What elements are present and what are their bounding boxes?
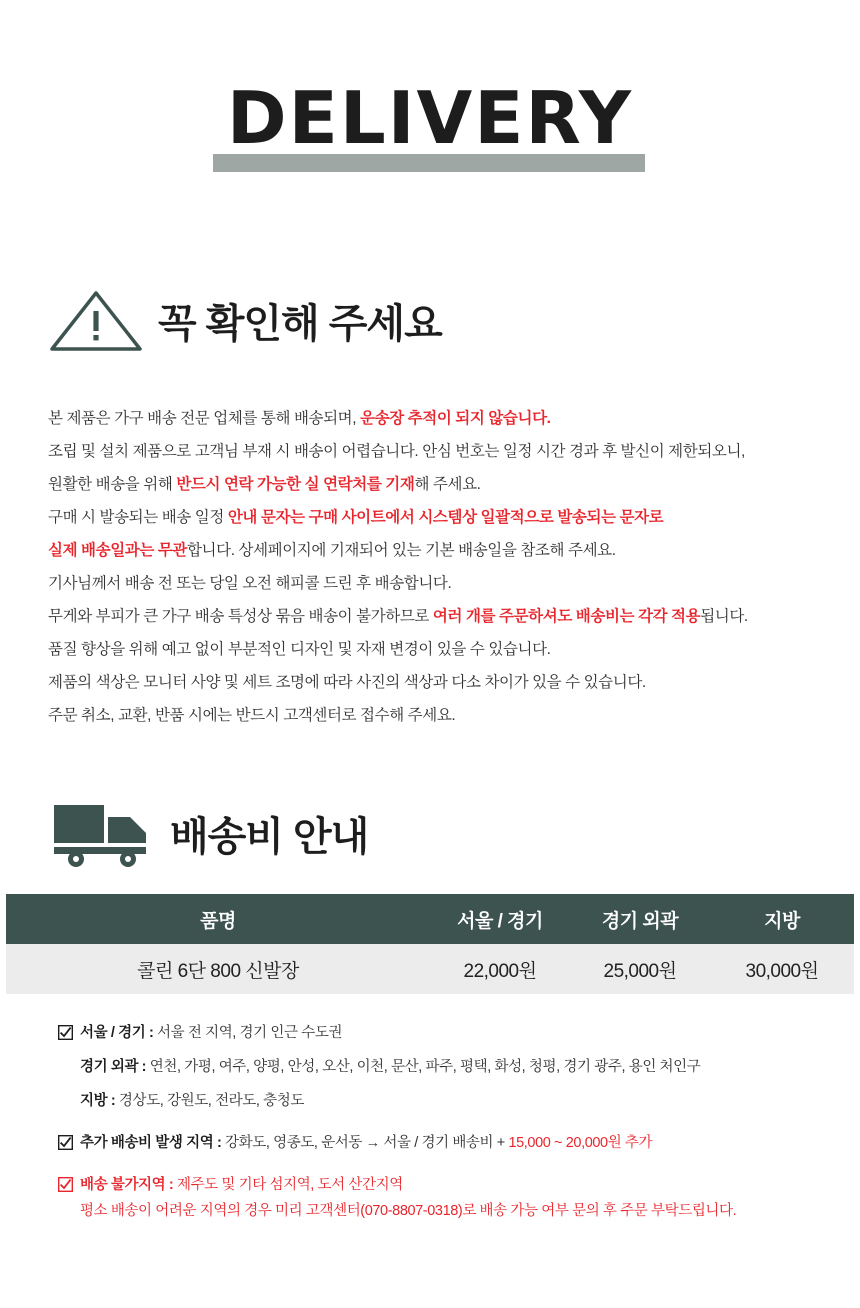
table-cell-seoul-gyeonggi: 22,000원 [430,944,570,994]
notice-emphasis: 안내 문자는 구매 사이트에서 시스템상 일괄적으로 발송되는 문자로 [227,509,664,526]
notice-emphasis: 실제 배송일과는 무관 [48,542,187,559]
notice-emphasis: 반드시 연락 가능한 실 연락처를 기재 [176,476,415,493]
warning-triangle-icon [48,287,144,353]
notice-line [48,534,812,567]
notice-text: 원활한 배송을 위해 [48,476,177,493]
notice-line [48,666,812,699]
region-note-seoul [58,1020,820,1046]
notice-text-block [0,402,860,732]
notice-text: 구매 시 발송되는 배송 일정 [48,509,228,526]
notice-line [48,501,812,534]
notice-text: 합니다. 상세페이지에 기재되어 있는 기본 배송일을 참조해 주세요. [186,542,616,559]
notice-line [48,633,812,666]
table-header-cell: 서울 / 경기 [430,894,570,944]
notice-line [48,567,812,600]
table-header-cell: 품명 [6,894,430,944]
region-label: 지방 : [80,1093,116,1109]
notice-line [48,468,812,501]
table-cell-product-name: 콜린 6단 800 신발장 [6,944,430,994]
region-value: 서울 전 지역, 경기 인근 수도권 [153,1025,343,1041]
notice-text: 조립 및 설치 제품으로 고객님 부재 시 배송이 어렵습니다. 안심 번호는 일정 시간 경과 후 발신이 제한되오니, [48,443,745,460]
checkbox-icon-red [58,1177,73,1192]
arrow-icon: → [365,1135,380,1151]
notice-emphasis: 여러 개를 주문하셔도 배송비는 각각 적용 [432,608,701,625]
notice-text: 품질 향상을 위해 예고 없이 부분적인 디자인 및 자재 변경이 있을 수 있습니다. [48,641,551,658]
no-delivery-value: 제주도 및 기타 섬지역, 도서 산간지역 [173,1177,403,1193]
truck-icon [50,797,158,869]
extra-fee-base: 서울 / 경기 배송비 + [379,1135,509,1151]
no-delivery-sub: 평소 배송이 어려운 지역의 경우 미리 고객센터(070-8807-0318)로 배송 가능 여부 문의 후 주문 부탁드립니다. [80,1203,737,1219]
no-delivery-note [58,1172,820,1224]
notice-line [48,600,812,633]
region-label: 서울 / 경기 : [80,1025,154,1041]
table-cell-gyeonggi-outer: 25,000원 [570,944,710,994]
region-value: 경상도, 강원도, 전라도, 충청도 [115,1093,304,1109]
notice-emphasis: 운송장 추적이 되지 않습니다. [360,410,551,427]
page-title-block [0,0,860,188]
notice-text: 제품의 색상은 모니터 사양 및 세트 조명에 따라 사진의 색상과 다소 차이가 있을 수 있습니다. [48,674,646,691]
fee-section-heading [0,794,860,872]
notice-text: 본 제품은 가구 배송 전문 업체를 통해 배송되며, [48,410,361,427]
notice-title: 꼭 확인해 주세요 [158,301,442,346]
table-row [6,944,854,994]
region-note-province [58,1088,820,1114]
fee-title: 배송비 안내 [170,814,369,859]
table-header-cell: 지방 [710,894,854,944]
notice-line [48,435,812,468]
table-header-cell: 경기 외곽 [570,894,710,944]
region-label: 경기 외곽 : [80,1059,147,1075]
checkbox-icon [58,1025,73,1040]
notice-text: 됩니다. [700,608,748,625]
extra-fee-amount: 15,000 ~ 20,000원 추가 [508,1135,653,1151]
region-note-gyeonggi-outer [58,1054,820,1080]
no-delivery-label: 배송 불가지역 : [80,1177,174,1193]
extra-fee-note [58,1130,820,1156]
notice-text: 주문 취소, 교환, 반품 시에는 반드시 고객센터로 접수해 주세요. [48,707,456,724]
notice-line [48,699,812,732]
table-header-row [6,894,854,944]
region-value: 연천, 가평, 여주, 양평, 안성, 오산, 이천, 문산, 파주, 평택, 화성, 청평, 경기 광주, 용인 처인구 [146,1059,701,1075]
checkbox-icon [58,1135,73,1150]
notice-section-heading [0,284,860,356]
region-notes [0,994,860,1224]
notice-text: 무게와 부피가 큰 가구 배송 특성상 묶음 배송이 불가하므로 [48,608,433,625]
page-title: DELIVERY [226,76,634,160]
notice-line [48,402,812,435]
notice-text: 해 주세요. [414,476,481,493]
extra-fee-regions: 강화도, 영종도, 운서동 [221,1135,366,1151]
extra-fee-label: 추가 배송비 발생 지역 : [80,1135,222,1151]
notice-text: 기사님께서 배송 전 또는 당일 오전 해피콜 드린 후 배송합니다. [48,575,452,592]
delivery-fee-table [6,894,854,994]
table-cell-province: 30,000원 [710,944,854,994]
